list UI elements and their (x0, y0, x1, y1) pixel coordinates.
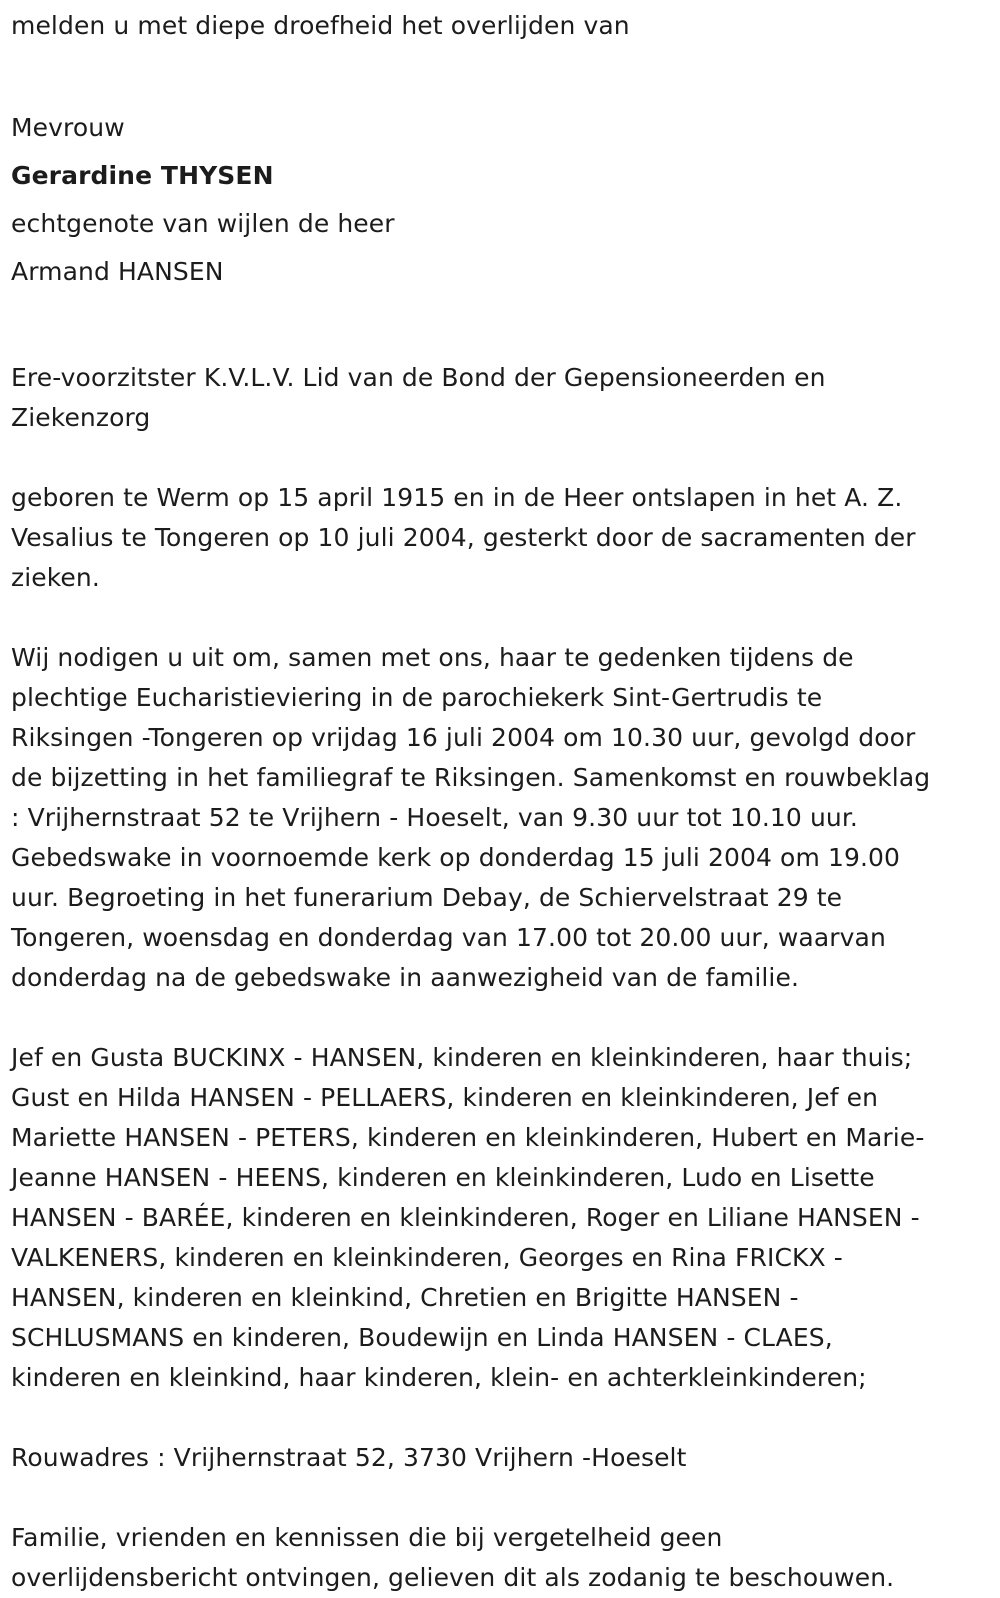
text-line: Gebedswake in voornoemde kerk op donderdag 15 juli 2004 om 19.00 (11, 843, 901, 872)
text-line: HANSEN - BARÉE, kinderen en kleinkinderen, Roger en Liliane HANSEN - (11, 1203, 920, 1232)
text-line: geboren te Werm op 15 april 1915 en in de Heer ontslapen in het A. Z. (11, 483, 903, 512)
text-line: Jeanne HANSEN - HEENS, kinderen en kleinkinderen, Ludo en Lisette (11, 1163, 875, 1192)
family-paragraph (11, 1038, 991, 1398)
ceremony-paragraph (11, 638, 991, 998)
text-line: : Vrijhernstraat 52 te Vrijhern - Hoeselt, van 9.30 uur tot 10.10 uur. (11, 803, 858, 832)
mourning-address: Rouwadres : Vrijhernstraat 52, 3730 Vrijhern -Hoeselt (11, 1443, 687, 1472)
deceased-block (11, 104, 991, 296)
text-line: SCHLUSMANS en kinderen, Boudewijn en Linda HANSEN - CLAES, (11, 1323, 833, 1352)
memberships-paragraph (11, 358, 991, 438)
text-line: overlijdensbericht ontvingen, gelieven dit als zodanig te beschouwen. (11, 1563, 895, 1592)
intro-line: melden u met diepe droefheid het overlijden van (11, 11, 630, 40)
text-line: Tongeren, woensdag en donderdag van 17.00 tot 20.00 uur, waarvan (11, 923, 886, 952)
text-line: zieken. (11, 563, 100, 592)
spouse-name: Armand HANSEN (11, 257, 224, 286)
text-line: Vesalius te Tongeren op 10 juli 2004, gesterkt door de sacramenten der (11, 523, 916, 552)
text-line: Jef en Gusta BUCKINX - HANSEN, kinderen en kleinkinderen, haar thuis; (11, 1043, 913, 1072)
deceased-name: Gerardine THYSEN (11, 161, 274, 190)
relation-line: echtgenote van wijlen de heer (11, 209, 395, 238)
text-line: Wij nodigen u uit om, samen met ons, haar te gedenken tijdens de (11, 643, 854, 672)
text-line: Riksingen -Tongeren op vrijdag 16 juli 2004 om 10.30 uur, gevolgd door (11, 723, 916, 752)
text-line: uur. Begroeting in het funerarium Debay, de Schiervelstraat 29 te (11, 883, 843, 912)
birth-death-paragraph (11, 478, 991, 598)
salutation: Mevrouw (11, 113, 125, 142)
text-line: Ziekenzorg (11, 403, 151, 432)
obituary-text (11, 0, 991, 1598)
text-line: HANSEN, kinderen en kleinkind, Chretien en Brigitte HANSEN - (11, 1283, 799, 1312)
text-line: Familie, vrienden en kennissen die bij vergetelheid geen (11, 1523, 723, 1552)
text-line: kinderen en kleinkind, haar kinderen, klein- en achterkleinkinderen; (11, 1363, 867, 1392)
text-line: de bijzetting in het familiegraf te Riksingen. Samenkomst en rouwbeklag (11, 763, 931, 792)
closing-paragraph (11, 1518, 991, 1598)
text-line: VALKENERS, kinderen en kleinkinderen, Georges en Rina FRICKX - (11, 1243, 843, 1272)
text-line: donderdag na de gebedswake in aanwezigheid van de familie. (11, 963, 800, 992)
text-line: Gust en Hilda HANSEN - PELLAERS, kinderen en kleinkinderen, Jef en (11, 1083, 879, 1112)
text-line: Mariette HANSEN - PETERS, kinderen en kleinkinderen, Hubert en Marie- (11, 1123, 925, 1152)
text-line: plechtige Eucharistieviering in de parochiekerk Sint-Gertrudis te (11, 683, 823, 712)
text-line: Ere-voorzitster K.V.L.V. Lid van de Bond der Gepensioneerden en (11, 363, 826, 392)
